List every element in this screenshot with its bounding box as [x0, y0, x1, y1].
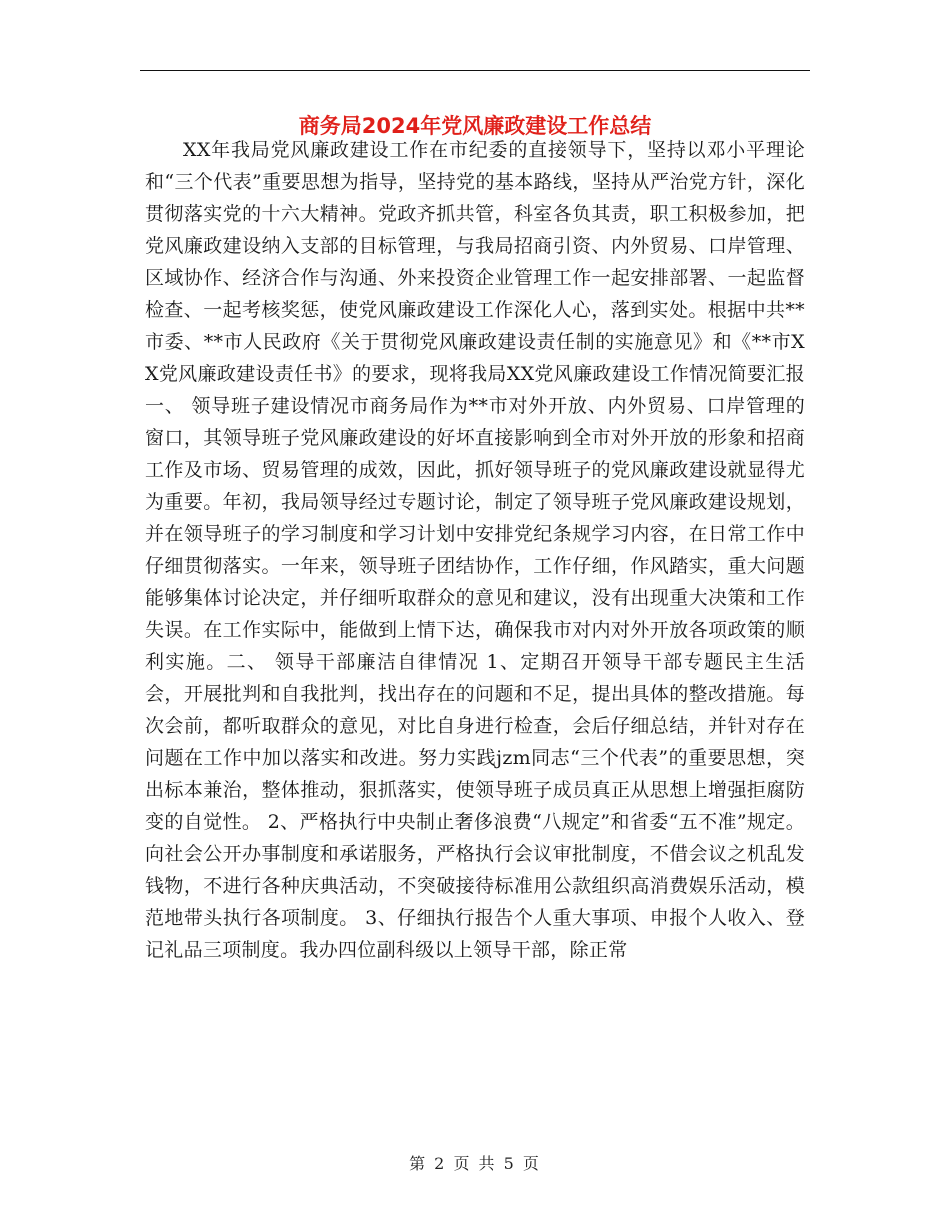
page-footer: 第 2 页 共 5 页 [409, 1154, 541, 1173]
document-body: XX年我局党风廉政建设工作在市纪委的直接领导下，坚持以邓小平理论和“三个代表”重要思想为指导，坚持党的基本路线，坚持从严治党方针，深化贯彻落实党的十六大精神。党政齐抓共管，科室各负其责，职工积极参加，把党风廉政建设纳入支部的目标管理，与我局招商引资、内外贸易、口岸管理、区域协作、经济合作与沟通、外来投资企业管理工作一起安排部署、一起监督检查、一起考核奖惩，使党风廉政建设工作深化人心，落到实处。根据中共**市委、**市人民政府《关于贯彻党风廉政建设责任制的实施意见》和《**市XX党风廉政建设责任书》的要求，现将我局XX党风廉政建设工作情况简要汇报一、 领导班子建设情况市商务局作为**市对外开放、内外贸易、口岸管理的窗口，其领导班子党风廉政建设的好坏直接影响到全市对外开放的形象和招商工作及市场、贸易管理的成效，因此，抓好领导班子的党风廉政建设就显得尤为重要。年初，我局领导经过专题讨论，制定了领导班子党风廉政建设规划，并在领导班子的学习制度和学习计划中安排党纪条规学习内容，在日常工作中仔细贯彻落实。一年来，领导班子团结协作，工作仔细，作风踏实，重大问题能够集体讨论决定，并仔细听取群众的意见和建议，没有出现重大决策和工作失误。在工作实际中，能做到上情下达，确保我市对内对外开放各项政策的顺利实施。二、 领导干部廉洁自律情况 1、定期召开领导干部专题民主生活会，开展批判和自我批判，找出存在的问题和不足，提出具体的整改措施。每次会前，都听取群众的意见，对比自身进行检查，会后仔细总结，并针对存在问题在工作中加以落实和改进。努力实践jzm同志“三个代表”的重要思想，突出标本兼治，整体推动，狠抓落实，使领导班子成员真正从思想上增强拒腐防变的自觉性。 2、严格执行中央制止奢侈浪费“八规定”和省委“五不准”规定。向社会公开办事制度和承诺服务，严格执行会议审批制度，不借会议之机乱发钱物，不进行各种庆典活动，不突破接待标准用公款组织高消费娱乐活动，模范地带头执行各项制度。 3、仔细执行报告个人重大事项、申报个人收入、登记礼品三项制度。我办四位副科级以上领导干部，除正常 [145, 139, 805, 961]
document-title: 商务局2024年党风廉政建设工作总结 [298, 114, 652, 138]
header-rule [140, 70, 810, 71]
